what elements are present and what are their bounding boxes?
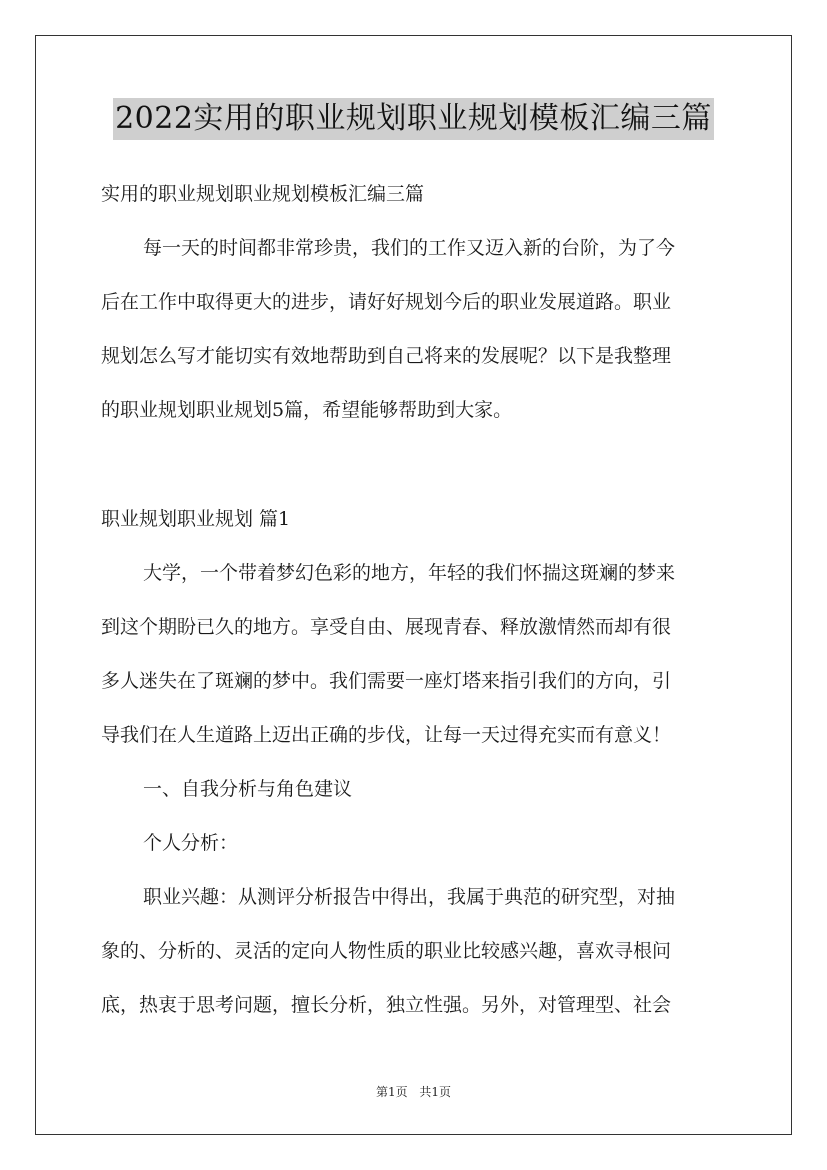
intro-paragraph-line: 后在工作中取得更大的进步，请好好规划今后的职业发展道路。职业 [101,291,672,313]
interest-paragraph-line: 象的、分析的、灵活的定向人物性质的职业比较感兴趣，喜欢寻根问 [101,940,672,962]
section-paragraph-line: 多人迷失在了斑斓的梦中。我们需要一座灯塔来指引我们的方向，引 [101,670,672,692]
subheading-self-analysis: 一、自我分析与角色建议 [143,778,353,800]
page-total: 共1页 [419,1085,452,1099]
title-container [0,98,827,140]
intro-paragraph-line: 规划怎么写才能切实有效地帮助到自己将来的发展呢？以下是我整理 [101,345,672,367]
interest-paragraph-line: 底，热衷于思考问题，擅长分析，独立性强。另外，对管理型、社会 [101,994,672,1016]
intro-paragraph-line: 每一天的时间都非常珍贵，我们的工作又迈入新的台阶，为了今 [143,237,676,259]
section-heading: 职业规划职业规划 篇1 [101,508,291,530]
document-title: 2022实用的职业规划职业规划模板汇编三篇 [113,98,714,140]
intro-paragraph-line: 的职业规划职业规划5篇，希望能够帮助到大家。 [101,399,513,421]
subheading-personal-analysis: 个人分析： [143,832,239,854]
page-number: 第1页 [375,1085,408,1099]
section-paragraph-line: 大学，一个带着梦幻色彩的地方，年轻的我们怀揣这斑斓的梦来 [143,562,676,584]
document-subtitle: 实用的职业规划职业规划模板汇编三篇 [101,183,425,205]
section-paragraph-line: 导我们在人生道路上迈出正确的步伐，让每一天过得充实而有意义！ [101,724,672,746]
interest-paragraph-line: 职业兴趣：从测评分析报告中得出，我属于典范的研究型，对抽 [143,886,676,908]
page-footer [0,1083,827,1100]
section-paragraph-line: 到这个期盼已久的地方。享受自由、展现青春、释放激情然而却有很 [101,616,672,638]
